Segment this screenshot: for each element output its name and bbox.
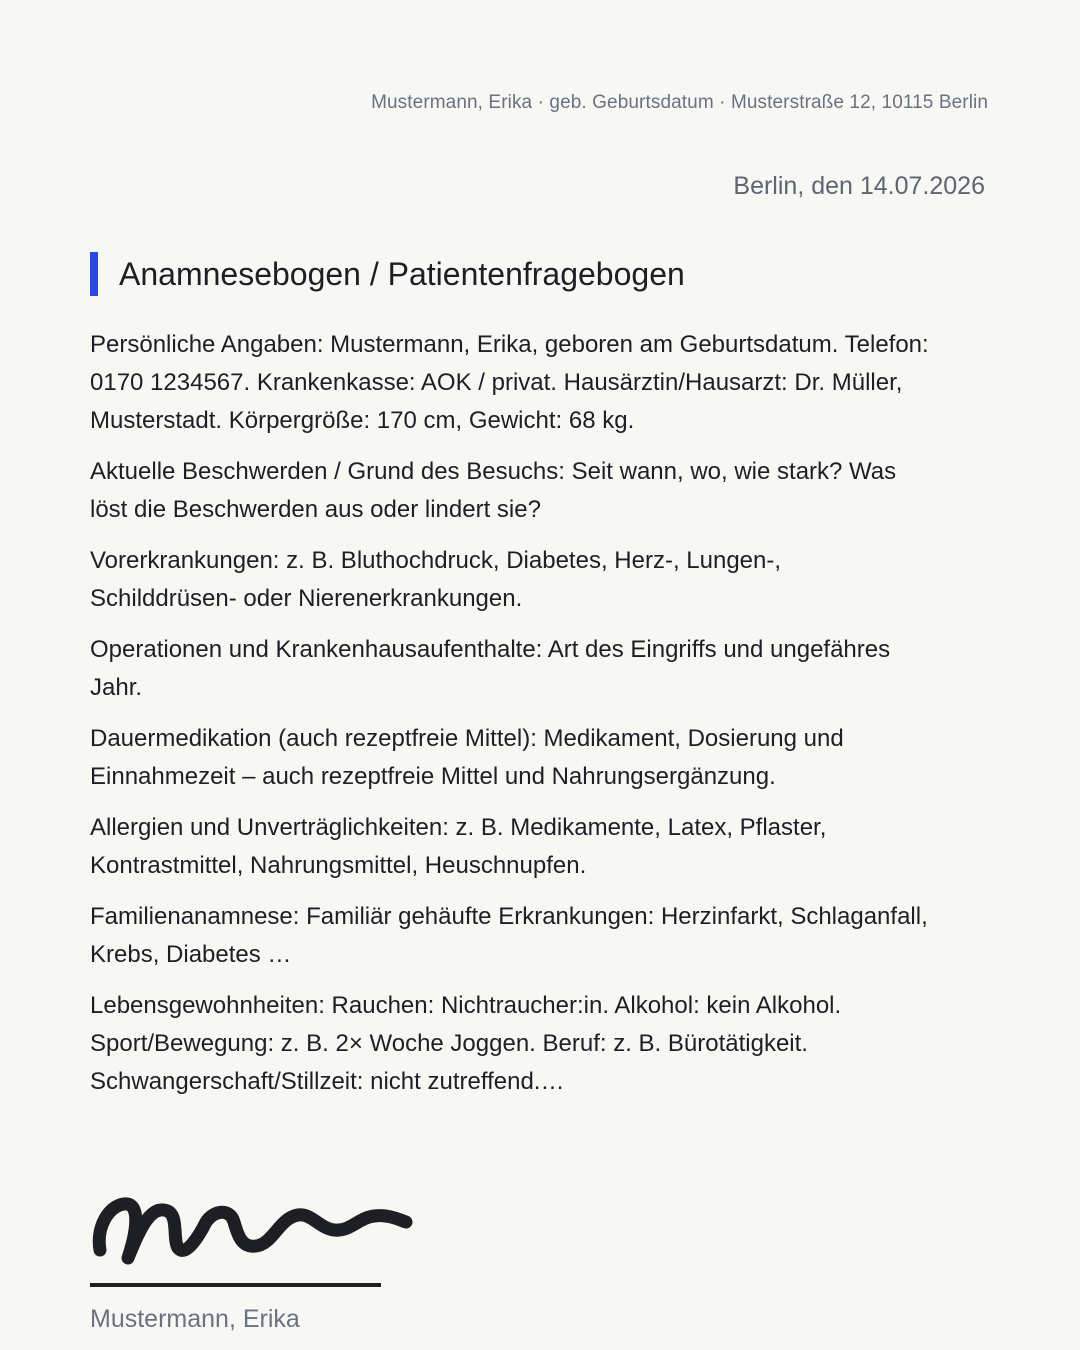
handwritten-signature xyxy=(88,1188,418,1273)
paragraph-operations: Operationen und Krankenhausaufenthalte: Art des Eingriffs und ungefähres Jahr. xyxy=(90,636,891,701)
title-accent-bar xyxy=(90,252,98,296)
document-title: Anamnesebogen / Patientenfragebogen xyxy=(119,255,685,292)
paragraph-personal-data: Persönliche Angaben: Mustermann, Erika, geboren am Geburtsdatum. Telefon: 0170 1234567. Krankenkasse: AOK / privat. Hausärztin/Hausarzt: Dr. Müller, Musterstadt. Körpergröße: 170 cm, Gewicht: 68 kg. xyxy=(90,331,929,434)
title-block xyxy=(90,252,685,296)
paragraph-allergies: Allergien und Unverträglichkeiten: z. B. Medikamente, Latex, Pflaster, Kontrastmittel, Nahrungsmittel, Heuschnupfen. xyxy=(90,814,827,879)
sender-address-line: Mustermann, Erika · geb. Geburtsdatum · Musterstraße 12, 10115 Berlin xyxy=(371,92,988,113)
signature-line xyxy=(90,1283,381,1287)
paragraph-family-history: Familienanamnese: Familiär gehäufte Erkrankungen: Herzinfarkt, Schlaganfall, Krebs, Diabetes … xyxy=(90,903,928,968)
paragraph-current-complaints: Aktuelle Beschwerden / Grund des Besuchs: Seit wann, wo, wie stark? Was löst die Beschwerden aus oder lindert sie? xyxy=(90,458,897,523)
paragraph-medication: Dauermedikation (auch rezeptfreie Mittel): Medikament, Dosierung und Einnahmezeit – auch rezeptfreie Mittel und Nahrungsergänzung. xyxy=(90,725,844,790)
document-body xyxy=(90,326,930,1114)
date-line: Berlin, den 14.07.2026 xyxy=(733,172,985,200)
signature-name: Mustermann, Erika xyxy=(90,1305,300,1333)
paragraph-lifestyle: Lebensgewohnheiten: Rauchen: Nichtraucher:in. Alkohol: kein Alkohol. Sport/Bewegung: z. B. 2× Woche Joggen. Beruf: z. B. Bürotätigkeit. Schwangerschaft/Stillzeit: nicht zutreffend.… xyxy=(90,992,842,1095)
paragraph-pre-existing-conditions: Vorerkrankungen: z. B. Bluthochdruck, Diabetes, Herz-, Lungen-, Schilddrüsen- oder Nierenerkrankungen. xyxy=(90,547,782,612)
